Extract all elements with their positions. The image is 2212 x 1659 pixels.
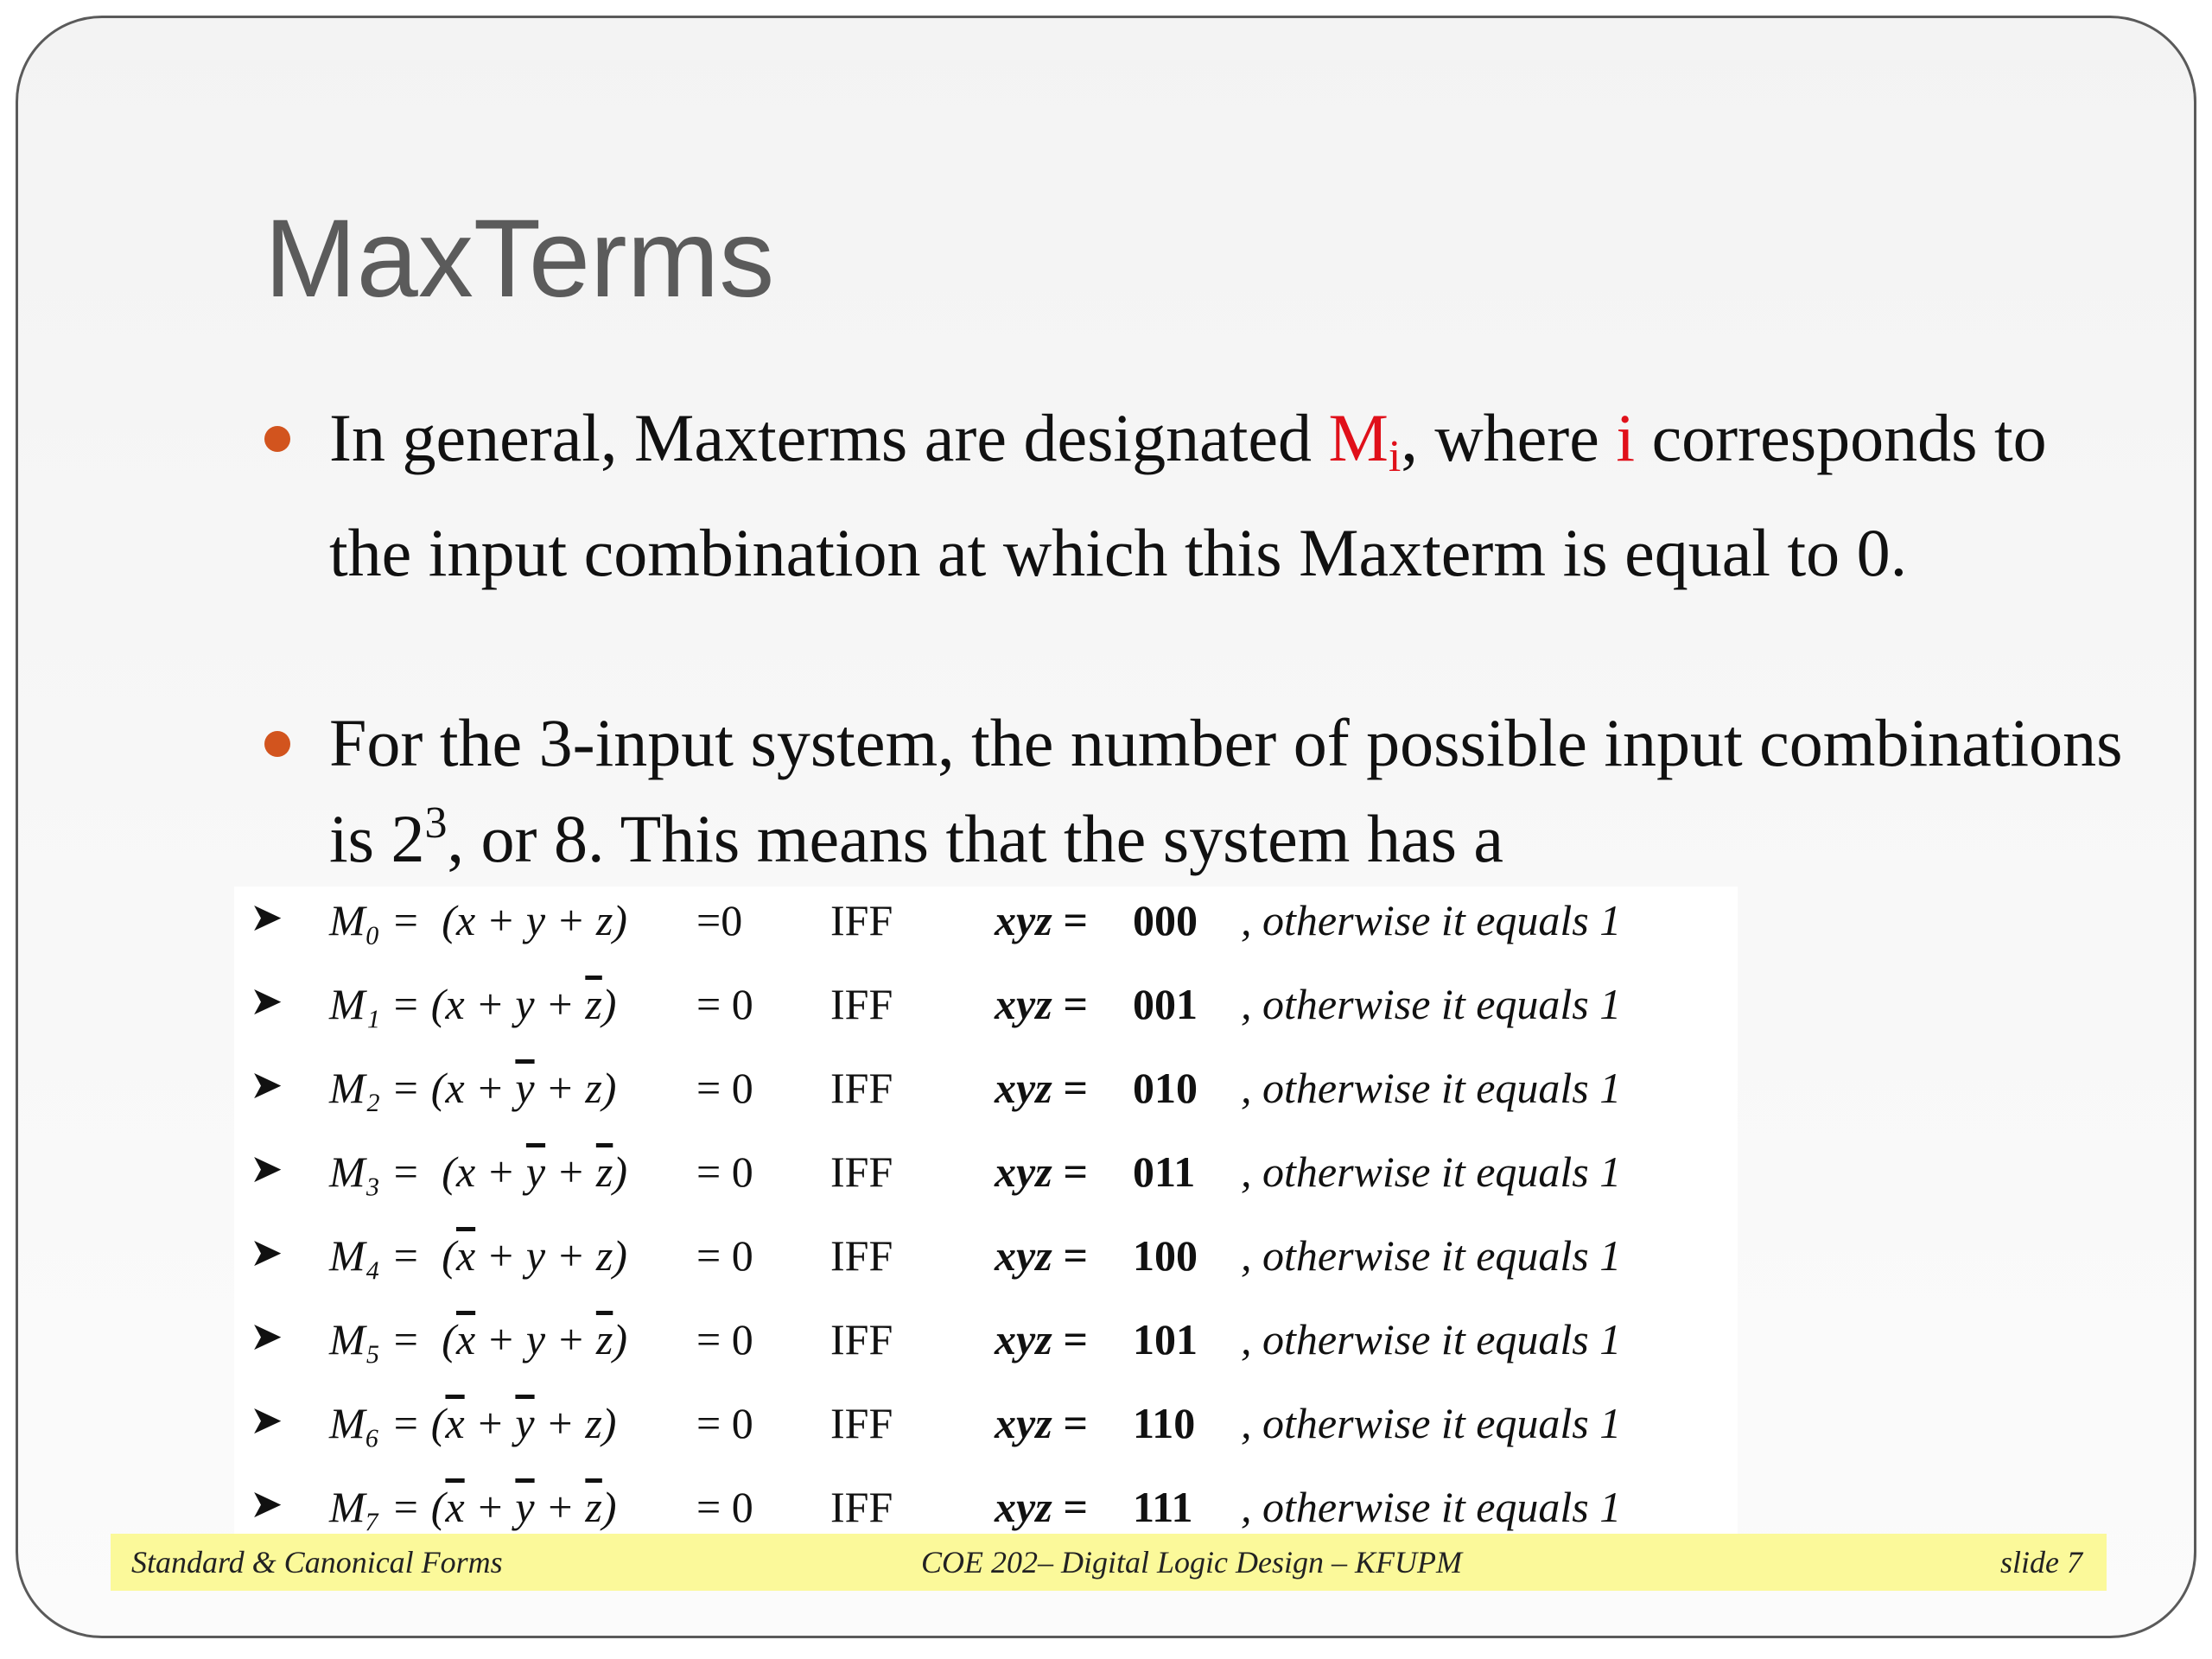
maxterm-expression: $M_5 = (\overline{x} + y + \overline{z})$ xyxy=(329,1315,627,1363)
slide-title: MaxTerms xyxy=(264,197,775,321)
bullet-2-text: For the 3-input system, the number of possible input combinations is $2^3$, or 8. This means that the system has a xyxy=(329,705,2123,876)
maxterm-row: ➤ $M_2 = (x + \overline{y} + z)$ = 0 IFF xyz = 010 , otherwise it equals 1 xyxy=(250,1063,1622,1112)
maxterm-row: ➤ $M_3 = (x + \overline{y} + \overline{z})$ = 0 IFF xyz = 011 , otherwise it equals 1 xyxy=(250,1147,1622,1196)
maxterm-expression: $M_4 = (\overline{x} + y + z)$ xyxy=(329,1231,627,1280)
arrowhead-bullet-icon: ➤ xyxy=(250,1314,283,1358)
maxterm-expression: $M_3 = (x + \overline{y} + \overline{z})$ xyxy=(329,1147,627,1196)
maxterm-row: ➤ M₀ = (x + y + z) =0 IFF xyz = 000 , otherwise it equals 1 xyxy=(250,895,1622,944)
maxterm-table xyxy=(234,887,1738,1552)
bullet-1-text: In general, Maxterms are designated $M_i$, where i corresponds to the input combination at which this Maxterm is equal to 0. xyxy=(329,400,2047,590)
maxterm-row: ➤ $M_6 = (\overline{x} + \overline{y} + z)$ = 0 IFF xyz = 110 , otherwise it equals 1 xyxy=(250,1398,1622,1447)
slide-footer xyxy=(111,1534,2107,1591)
maxterm-expression: $M_1 = (x + y + \overline{z})$ xyxy=(329,980,617,1028)
maxterm-row: ➤ $M_1 = (x + y + \overline{z})$ = 0 IFF xyz = 001 , otherwise it equals 1 xyxy=(250,979,1622,1028)
arrowhead-bullet-icon: ➤ xyxy=(250,1398,283,1442)
arrowhead-bullet-icon: ➤ xyxy=(250,1230,283,1274)
bullet-dot-icon xyxy=(264,731,290,757)
bullet-dot-icon xyxy=(264,426,290,452)
slide xyxy=(16,16,2196,1638)
maxterm-symbol: $M_i$ xyxy=(1328,400,1402,481)
arrowhead-bullet-icon: ➤ xyxy=(250,979,283,1023)
footer-slide-number: slide 7 xyxy=(2000,1545,2082,1580)
maxterm-expression: $M_7 = (\overline{x} + \overline{y} + \overline{z})$ xyxy=(329,1483,617,1531)
maxterm-expression: M₀ = (x + y + z) xyxy=(329,896,627,944)
arrowhead-bullet-icon: ➤ xyxy=(250,895,283,939)
maxterm-expression: $M_6 = (\overline{x} + \overline{y} + z)$ xyxy=(329,1399,617,1447)
footer-course: COE 202– Digital Logic Design – KFUPM xyxy=(921,1545,1462,1580)
maxterm-expression: $M_2 = (x + \overline{y} + z)$ xyxy=(329,1064,617,1112)
maxterm-row: ➤ $M_7 = (\overline{x} + \overline{y} + \overline{z})$ = 0 IFF xyz = 111 , otherwise it equals 1 xyxy=(250,1482,1622,1531)
index-symbol: i xyxy=(1616,400,1636,475)
footer-section-title: Standard & Canonical Forms xyxy=(131,1545,503,1580)
arrowhead-bullet-icon: ➤ xyxy=(250,1482,283,1526)
maxterm-row: ➤ $M_4 = (\overline{x} + y + z)$ = 0 IFF xyz = 100 , otherwise it equals 1 xyxy=(250,1230,1622,1280)
arrowhead-bullet-icon: ➤ xyxy=(250,1147,283,1191)
arrowhead-bullet-icon: ➤ xyxy=(250,1063,283,1107)
maxterm-row: ➤ $M_5 = (\overline{x} + y + \overline{z})$ = 0 IFF xyz = 101 , otherwise it equals 1 xyxy=(250,1314,1622,1363)
